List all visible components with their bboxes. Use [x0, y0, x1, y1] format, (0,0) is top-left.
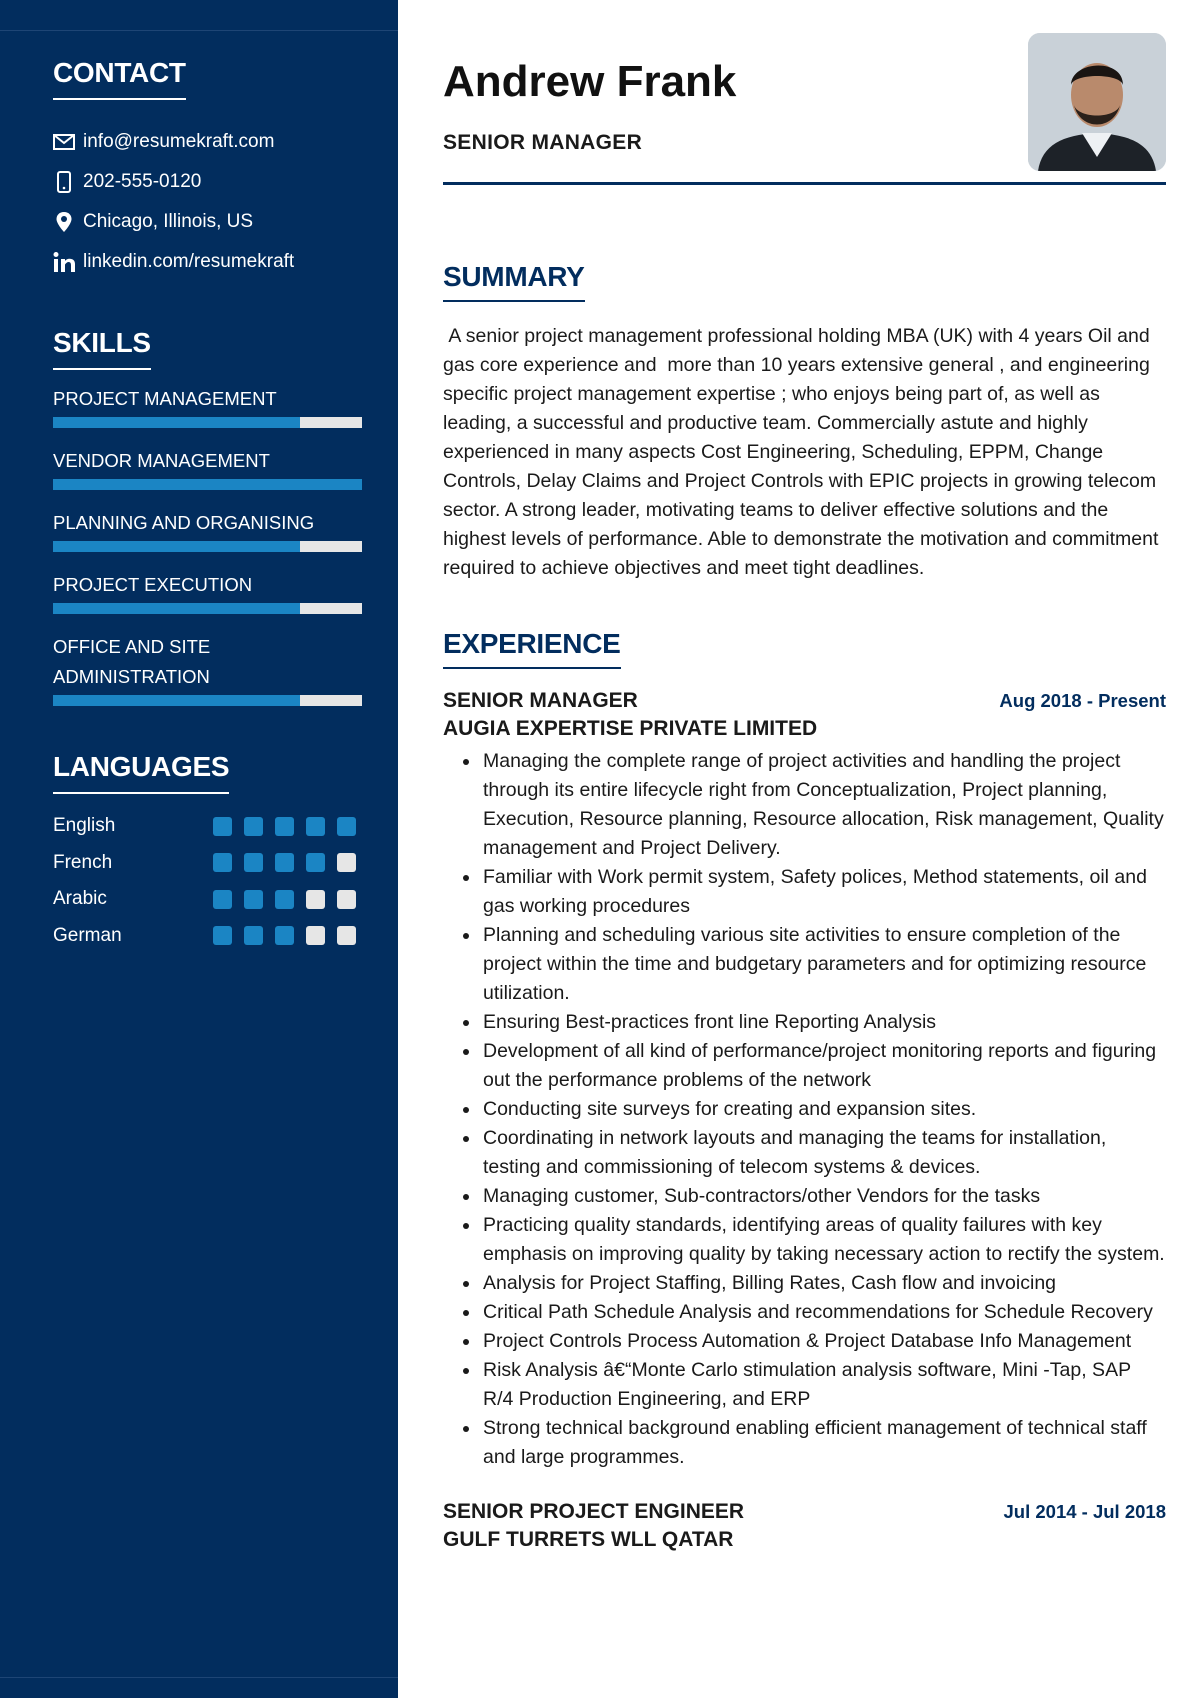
- language-rating: [213, 890, 356, 909]
- bullet-item: • Analysis for Project Staffing, Billing Rates, Cash flow and invoicing: [481, 1269, 1166, 1298]
- proficiency-dot: [275, 817, 294, 836]
- skill-bar-fill: [53, 417, 300, 428]
- skill-bar-fill: [53, 603, 300, 614]
- contact-email: [53, 122, 362, 162]
- candidate-title: SENIOR MANAGER: [443, 131, 643, 154]
- company-name: GULF TURRETS WLL QATAR: [443, 1528, 734, 1551]
- skill-bar: [53, 603, 362, 614]
- language-rating: [213, 853, 356, 872]
- proficiency-dot: [337, 817, 356, 836]
- skill-label: OFFICE AND SITE ADMINISTRATION: [53, 636, 211, 687]
- proficiency-dot: [275, 890, 294, 909]
- skill-label: PROJECT EXECUTION: [53, 574, 253, 595]
- profile-photo: [1028, 33, 1166, 171]
- phone-icon: [53, 171, 83, 193]
- skill-item: [53, 446, 362, 490]
- skill-item: [53, 632, 362, 706]
- skill-bar-fill: [53, 541, 300, 552]
- bullet-item: • Project Controls Process Automation & Project Database Info Management: [481, 1327, 1166, 1356]
- bullet-item: • Critical Path Schedule Analysis and recommendations for Schedule Recovery: [481, 1298, 1166, 1327]
- proficiency-dot: [306, 853, 325, 872]
- avatar-icon: [1028, 33, 1166, 171]
- contact-linkedin: [53, 242, 362, 282]
- experience-heading: EXPERIENCE: [443, 627, 621, 669]
- proficiency-dot: [306, 926, 325, 945]
- language-item: [53, 918, 362, 955]
- job-entry: [443, 1498, 1166, 1554]
- summary-heading: SUMMARY: [443, 260, 585, 302]
- proficiency-dot: [337, 853, 356, 872]
- proficiency-dot: [275, 926, 294, 945]
- language-rating: [213, 926, 356, 945]
- skill-bar: [53, 479, 362, 490]
- languages-list: [53, 808, 362, 954]
- bullet-item: • Planning and scheduling various site activities to ensure completion of the project within the time and budgetary parameters and for optimizing resource utilization.: [481, 921, 1166, 1008]
- skill-bar: [53, 417, 362, 428]
- skill-bar-fill: [53, 479, 362, 490]
- bullet-item: • Practicing quality standards, identifying areas of quality failures with key emphasis on improving quality by taking necessary action to rectify the system.: [481, 1211, 1166, 1269]
- languages-heading: LANGUAGES: [53, 750, 229, 794]
- bullet-item: • Strong technical background enabling efficient management of technical staff and large programmes.: [481, 1414, 1166, 1472]
- contact-heading: CONTACT: [53, 56, 186, 100]
- bullet-item: • Coordinating in network layouts and managing the teams for installation, testing and commissioning of telecom systems & devices.: [481, 1124, 1166, 1182]
- proficiency-dot: [306, 890, 325, 909]
- phone-text: 202-555-0120: [83, 171, 202, 192]
- bullet-item: • Managing the complete range of project activities and handling the project through its entire lifecycle right from Conceptualization, Project planning, Execution, Resource planning, Resource allocation, Risk management, Quality management and Project Delivery.: [481, 747, 1166, 863]
- bullet-item: • Risk Analysis â€“Monte Carlo stimulation analysis software, Mini -Tap, SAP R/4 Production Engineering, and ERP: [481, 1356, 1166, 1414]
- sidebar: [0, 0, 398, 1698]
- language-name: German: [53, 924, 122, 946]
- language-rating: [213, 817, 356, 836]
- language-name: English: [53, 815, 116, 837]
- job-title: SENIOR PROJECT ENGINEER: [443, 1500, 745, 1523]
- job-dates: Aug 2018 - Present: [999, 690, 1166, 711]
- language-item: [53, 808, 362, 845]
- language-name: Arabic: [53, 888, 107, 910]
- proficiency-dot: [244, 890, 263, 909]
- skill-item: [53, 508, 362, 552]
- company-name: AUGIA EXPERTISE PRIVATE LIMITED: [443, 717, 818, 740]
- bullet-item: • Ensuring Best-practices front line Reporting Analysis: [481, 1008, 1166, 1037]
- language-name: French: [53, 851, 113, 873]
- skill-label: VENDOR MANAGEMENT: [53, 450, 270, 471]
- skills-list: [53, 384, 362, 706]
- skill-label: PROJECT MANAGEMENT: [53, 388, 277, 409]
- proficiency-dot: [213, 890, 232, 909]
- bullet-item: • Development of all kind of performance/project monitoring reports and figuring out the performance problems of the network: [481, 1037, 1166, 1095]
- skill-bar: [53, 695, 362, 706]
- candidate-name: Andrew Frank: [443, 57, 737, 106]
- proficiency-dot: [275, 853, 294, 872]
- job-bullets: [481, 747, 1166, 1472]
- skill-bar: [53, 541, 362, 552]
- proficiency-dot: [213, 926, 232, 945]
- proficiency-dot: [213, 817, 232, 836]
- email-text[interactable]: info@resumekraft.com: [83, 131, 275, 152]
- contact-location: [53, 202, 362, 242]
- job-dates: Jul 2014 - Jul 2018: [1003, 1501, 1166, 1522]
- proficiency-dot: [244, 926, 263, 945]
- proficiency-dot: [337, 926, 356, 945]
- proficiency-dot: [244, 853, 263, 872]
- bullet-item: • Conducting site surveys for creating and expansion sites.: [481, 1095, 1166, 1124]
- job-title: SENIOR MANAGER: [443, 689, 638, 712]
- divider: [0, 1677, 398, 1678]
- contact-phone: [53, 162, 362, 202]
- header-divider: [443, 182, 1166, 185]
- proficiency-dot: [306, 817, 325, 836]
- skill-label: PLANNING AND ORGANISING: [53, 512, 315, 533]
- linkedin-icon: [53, 251, 83, 273]
- proficiency-dot: [337, 890, 356, 909]
- skill-bar-fill: [53, 695, 300, 706]
- language-item: [53, 845, 362, 882]
- bullet-item: • Familiar with Work permit system, Safety polices, Method statements, oil and gas working procedures: [481, 863, 1166, 921]
- skill-item: [53, 570, 362, 614]
- main-content: [443, 0, 1166, 1574]
- bullet-item: • Managing customer, Sub-contractors/other Vendors for the tasks: [481, 1182, 1166, 1211]
- header: [443, 0, 1166, 186]
- map-pin-icon: [53, 211, 83, 233]
- skill-item: [53, 384, 362, 428]
- job-entry: [443, 687, 1166, 1472]
- skills-heading: SKILLS: [53, 326, 151, 370]
- divider: [0, 30, 398, 31]
- envelope-icon: [53, 134, 83, 150]
- language-item: [53, 881, 362, 918]
- linkedin-text[interactable]: linkedin.com/resumekraft: [83, 251, 295, 272]
- location-text: Chicago, Illinois, US: [83, 211, 254, 232]
- proficiency-dot: [213, 853, 232, 872]
- contact-list: [53, 122, 362, 282]
- summary-text: A senior project management professional holding MBA (UK) with 4 years Oil and gas core experience and more than 10 years extensive general , and engineering specific project management expertise ; who enjoys being part of, as well as leading, a successful and productive team. Commercially astute and highly experienced in many aspects Cost Engineering, Scheduling, EPPM, Change Controls, Delay Claims and Project Controls with EPIC projects in growing telecom sector. A strong leader, motivating teams to deliver effective solutions and the highest levels of performance. Able to demonstrate the motivation and commitment required to achieve objectives and meet tight deadlines.: [443, 325, 1164, 579]
- proficiency-dot: [244, 817, 263, 836]
